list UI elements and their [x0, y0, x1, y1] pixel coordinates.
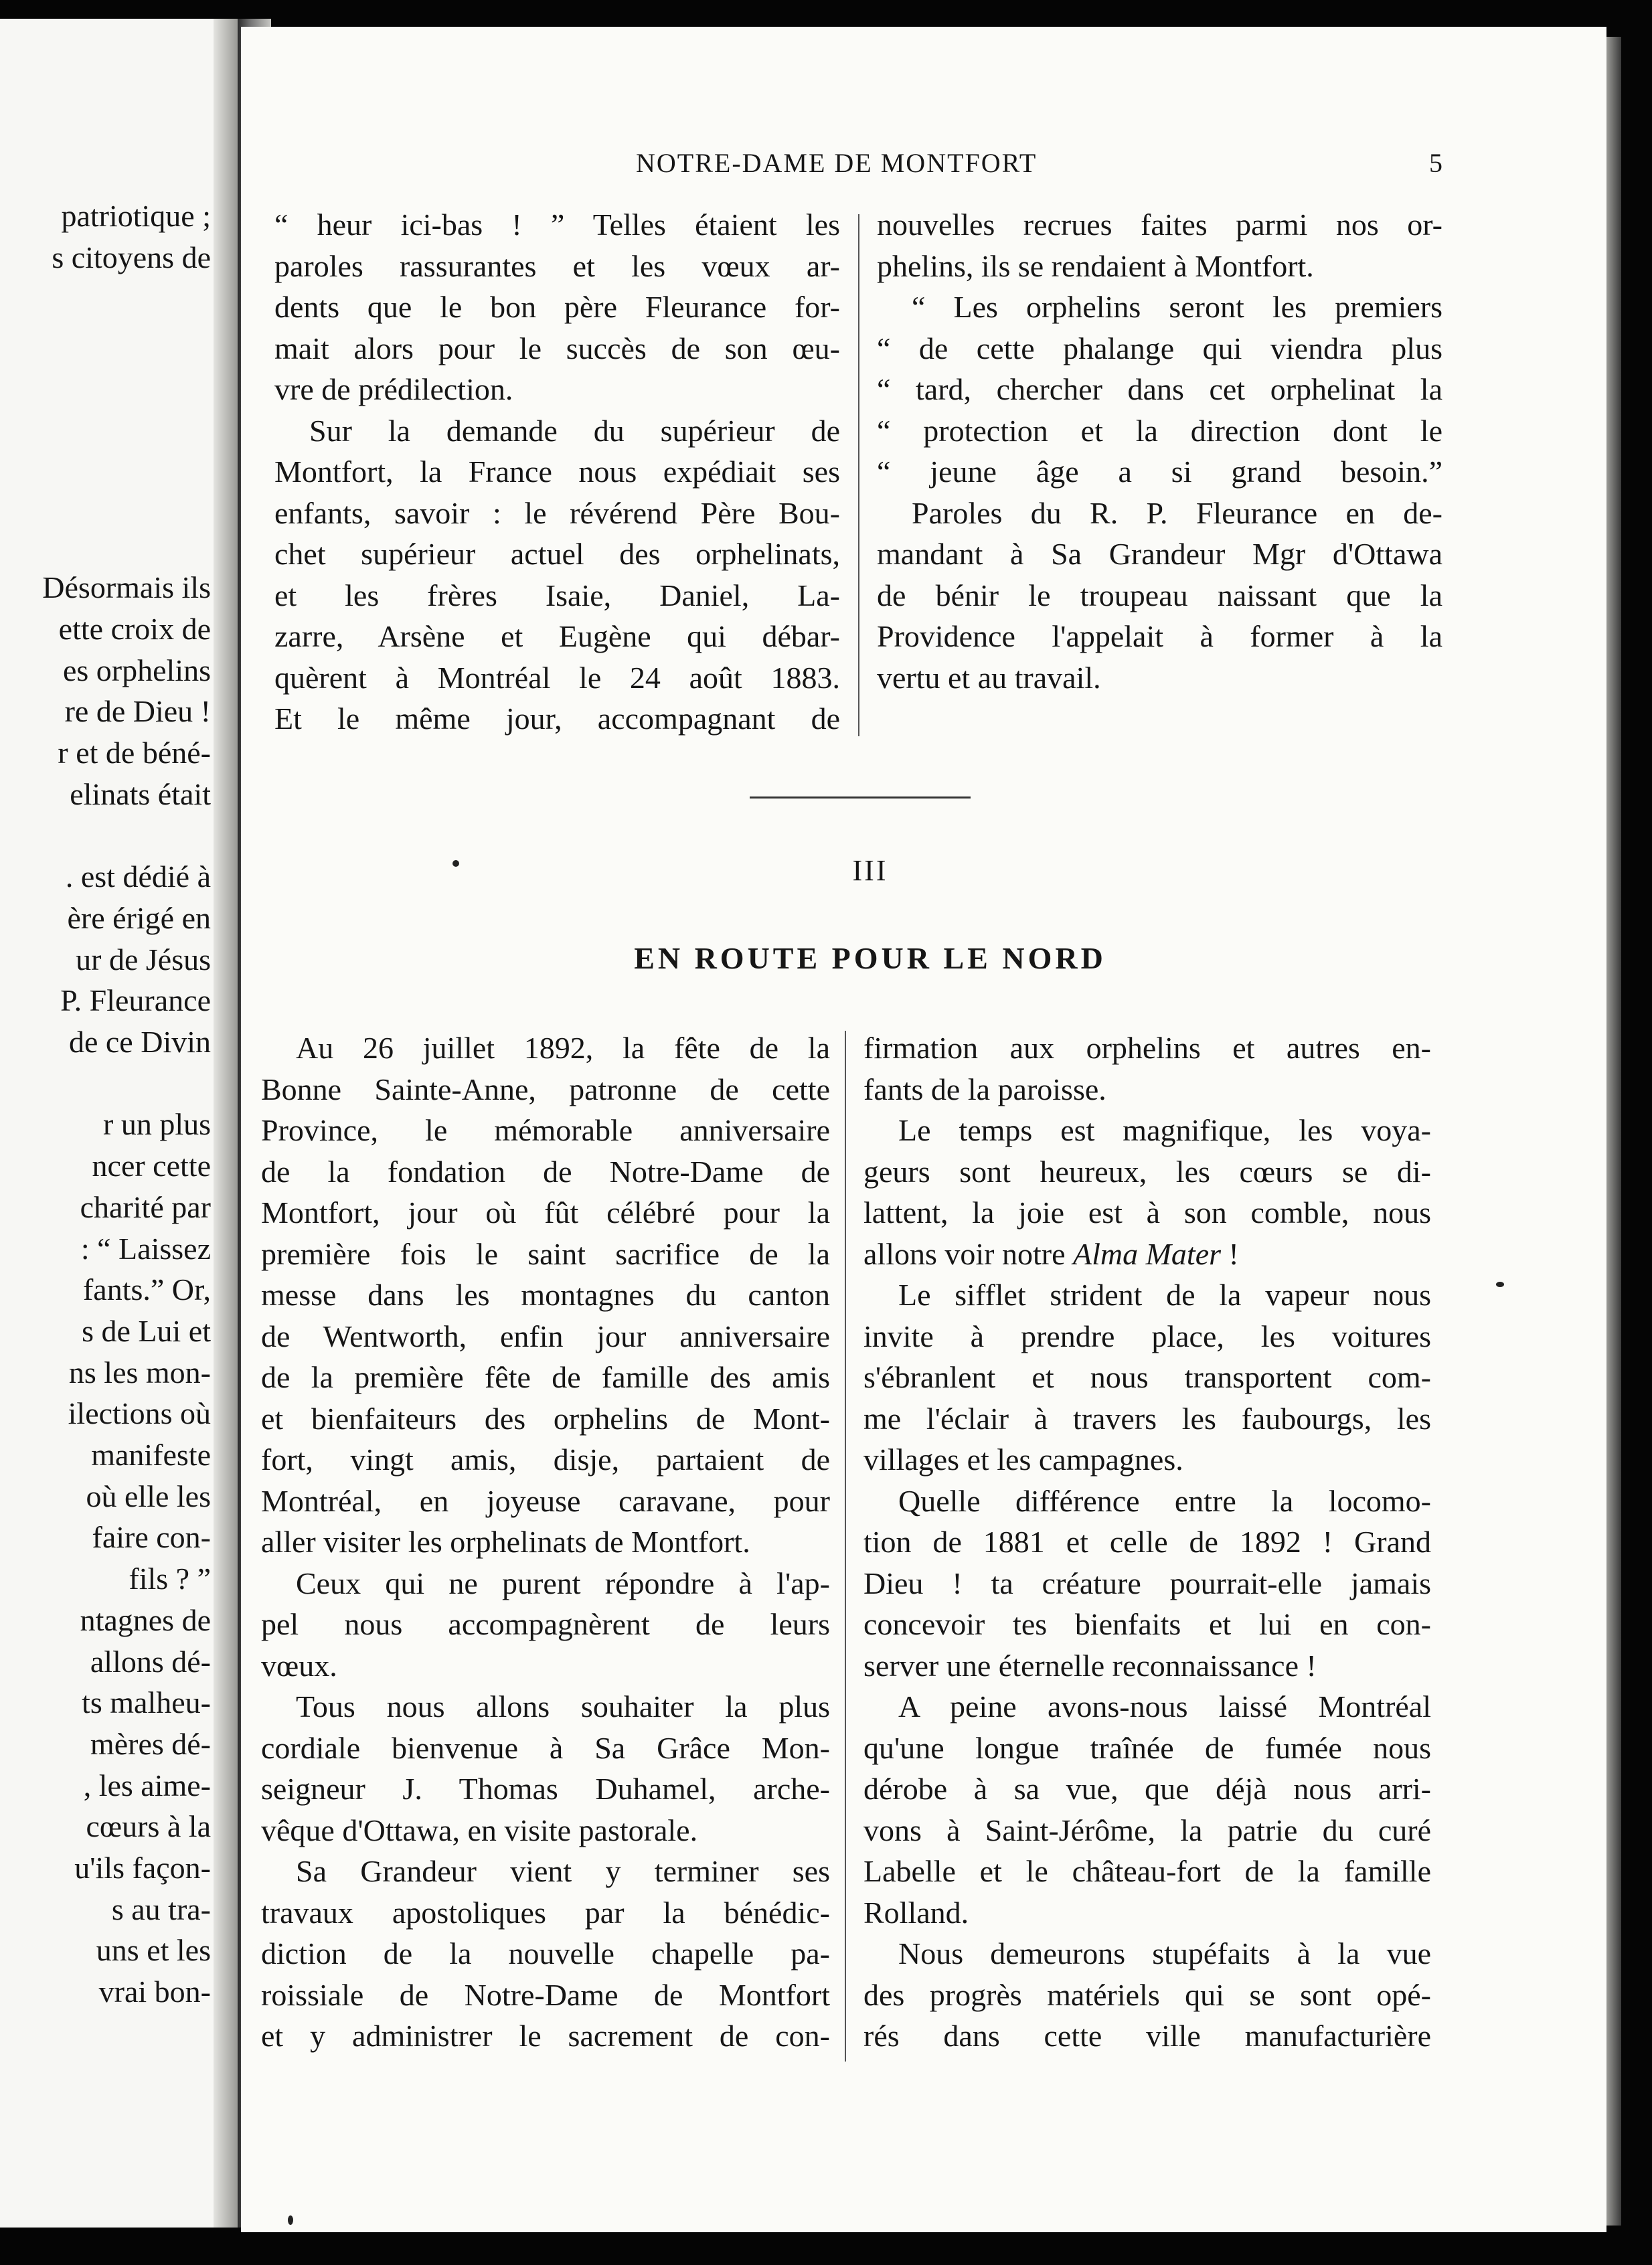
text-line: Nous demeurons stupéfaits à la vue: [898, 1936, 1431, 1970]
text-line: Le sifflet strident de la vapeur nous: [898, 1278, 1431, 1312]
bottom-right-column: [863, 1027, 1431, 2057]
left-page-line: re de Dieu !: [64, 694, 211, 729]
text-line: seigneur J. Thomas Duhamel, arche-: [261, 1772, 830, 1806]
left-page-line: , les aime-: [83, 1768, 211, 1802]
ink-speck: [288, 2215, 293, 2225]
left-page-line: manifeste: [91, 1438, 211, 1472]
text-line: dents que le bon père Fleurance for-: [274, 290, 840, 324]
text-line: concevoir tes bienfaits et lui en con-: [863, 1607, 1431, 1641]
left-page-line: ilections où: [68, 1396, 211, 1431]
text-line: Providence l'appelait à former à la: [877, 619, 1442, 653]
text-line: qu'une longue traînée de fumée nous: [863, 1730, 1431, 1765]
left-page-line: . est dédié à: [65, 859, 211, 894]
top-left-column: [274, 204, 840, 740]
section-number: III: [852, 854, 888, 887]
left-page-line: s de Lui et: [82, 1313, 211, 1348]
text-line: mandant à Sa Grandeur Mgr d'Ottawa: [877, 537, 1442, 571]
text-line: Montfort, jour où fût célébré pour la: [261, 1195, 830, 1230]
left-page-line: Désormais ils: [42, 570, 211, 605]
text-line: invite à prendre place, les voitures: [863, 1319, 1431, 1353]
text-line: Sa Grandeur vient y terminer ses: [296, 1854, 830, 1888]
running-header-title: NOTRE-DAME DE MONTFORT: [636, 148, 1038, 178]
text-line: vertu et au travail.: [877, 660, 1101, 695]
text-line: “ protection et la direction dont le: [877, 413, 1442, 448]
text-line: aller visiter les orphelinats de Montfort.: [261, 1525, 750, 1559]
text-line: et y administrer le sacrement de con-: [261, 2019, 830, 2053]
text-line: Quelle différence entre la locomo-: [898, 1483, 1431, 1518]
left-page-gutter-shadow: [214, 19, 238, 2228]
text-line: tion de 1881 et celle de 1892 ! Grand: [863, 1525, 1431, 1559]
text-line: Ceux qui ne purent répondre à l'ap-: [296, 1566, 830, 1600]
text-line: firmation aux orphelins et autres en-: [863, 1031, 1431, 1065]
text-line: de la première fête de famille des amis: [261, 1360, 830, 1394]
left-page-line: mères dé-: [90, 1726, 211, 1761]
left-page-line: es orphelins: [62, 653, 211, 687]
text-line: fort, vingt amis, disje, partaient de: [261, 1442, 830, 1477]
italic-phrase: Alma Mater: [1073, 1236, 1222, 1271]
text-line: dérobe à sa vue, que déjà nous arri-: [863, 1772, 1431, 1806]
text-line: vons à Saint-Jérôme, la patrie du curé: [863, 1813, 1431, 1847]
ink-speck: [452, 860, 459, 867]
text-line: “ tard, chercher dans cet orphelinat la: [877, 372, 1442, 406]
text-line: geurs sont heureux, les cœurs se di-: [863, 1154, 1431, 1189]
left-page-line: faire con-: [92, 1520, 211, 1555]
text-line: zarre, Arsène et Eugène qui débar-: [274, 619, 840, 653]
text-line: vœux.: [261, 1648, 337, 1683]
text-line: nouvelles recrues faites parmi nos or-: [877, 207, 1442, 242]
text-line: et les frères Isaie, Daniel, La-: [274, 578, 840, 612]
left-page-line: uns et les: [96, 1933, 211, 1968]
text-line: phelins, ils se rendaient à Montfort.: [877, 248, 1314, 283]
text-line: pel nous accompagnèrent de leurs: [261, 1607, 830, 1641]
section-separator-rule: [750, 796, 971, 799]
text-line: paroles rassurantes et les vœux ar-: [274, 248, 840, 283]
top-right-column: [877, 204, 1442, 698]
left-page-line: où elle les: [86, 1479, 211, 1513]
text-line-alma-mater: [863, 1234, 1431, 1275]
text-line: Sur la demande du supérieur de: [309, 413, 840, 448]
left-page-line: fants.” Or,: [82, 1272, 211, 1307]
text-line: diction de la nouvelle chapelle pa-: [261, 1936, 830, 1970]
left-page-line: vrai bon-: [98, 1975, 211, 2009]
text-line: des progrès matériels qui se sont opé-: [863, 1977, 1431, 2012]
text-line: travaux apostoliques par la bénédic-: [261, 1895, 830, 1930]
left-page-line: P. Fleurance: [60, 983, 211, 1018]
text-line: Province, le mémorable anniversaire: [261, 1113, 830, 1147]
left-page-line: s au tra-: [111, 1892, 211, 1926]
text-line: Paroles du R. P. Fleurance en de-: [912, 495, 1442, 530]
left-page-line: r et de béné-: [58, 736, 211, 770]
left-page-line: ur de Jésus: [76, 942, 211, 977]
left-page-line: r un plus: [103, 1107, 211, 1142]
text-line: chet supérieur actuel des orphelinats,: [274, 537, 840, 571]
page-edge-shadow: [1606, 37, 1621, 2226]
text-line: “ jeune âge a si grand besoin.”: [877, 454, 1442, 489]
left-page-line: patriotique ;: [61, 199, 211, 233]
text-line: enfants, savoir : le révérend Père Bou-: [274, 495, 840, 530]
text-run: !: [1221, 1236, 1239, 1271]
text-line: Montréal, en joyeuse caravane, pour: [261, 1483, 830, 1518]
column-divider-bottom: [845, 1031, 846, 2062]
left-page-line: ns les mon-: [68, 1355, 211, 1390]
text-line: Et le même jour, accompagnant de: [274, 701, 840, 736]
text-line: “ heur ici-bas ! ” Telles étaient les: [274, 207, 840, 242]
left-page-line: ncer cette: [92, 1149, 211, 1183]
bottom-left-column: [261, 1027, 830, 2057]
left-page-line: fils ? ”: [129, 1562, 211, 1596]
left-page-line: cœurs à la: [86, 1809, 211, 1844]
left-page-line: s citoyens de: [52, 240, 211, 274]
text-line: Dieu ! ta créature pourrait-elle jamais: [863, 1566, 1431, 1600]
left-page-line: elinats était: [70, 776, 211, 811]
text-line: villages et les campagnes.: [863, 1442, 1183, 1477]
text-line: Bonne Sainte-Anne, patronne de cette: [261, 1072, 830, 1106]
text-line: roissiale de Notre-Dame de Montfort: [261, 1977, 830, 2012]
text-line: “ de cette phalange qui viendra plus: [877, 331, 1442, 365]
text-line: vre de prédilection.: [274, 372, 513, 406]
text-line: cordiale bienvenue à Sa Grâce Mon-: [261, 1730, 830, 1765]
text-line: et bienfaiteurs des orphelins de Mont-: [261, 1401, 830, 1436]
text-line: Labelle et le château-fort de la famille: [863, 1854, 1431, 1888]
left-page-line: u'ils façon-: [74, 1851, 211, 1885]
left-page-line: allons dé-: [90, 1644, 211, 1679]
left-page-line: charité par: [80, 1189, 211, 1224]
left-page-line: ère érigé en: [67, 900, 211, 935]
text-line: server une éternelle reconnaissance !: [863, 1648, 1317, 1683]
left-page-line: de ce Divin: [68, 1025, 211, 1059]
page-number: 5: [1429, 148, 1442, 178]
left-page-line: ntagnes de: [80, 1602, 211, 1637]
text-line: Au 26 juillet 1892, la fête de la: [296, 1031, 830, 1065]
text-line: mait alors pour le succès de son œu-: [274, 331, 840, 365]
left-page-line: ette croix de: [58, 612, 211, 646]
text-line: messe dans les montagnes du canton: [261, 1278, 830, 1312]
text-line: Rolland.: [863, 1895, 969, 1930]
text-line: A peine avons-nous laissé Montréal: [898, 1689, 1431, 1724]
text-line: Montfort, la France nous expédiait ses: [274, 454, 840, 489]
text-run: allons voir notre: [863, 1236, 1073, 1271]
text-line: quèrent à Montréal le 24 août 1883.: [274, 660, 840, 695]
text-line: “ Les orphelins seront les premiers: [912, 290, 1442, 324]
column-divider-top: [858, 214, 859, 736]
text-line: de Wentworth, enfin jour anniversaire: [261, 1319, 830, 1353]
ink-speck: [1496, 1282, 1504, 1287]
text-line: de bénir le troupeau naissant que la: [877, 578, 1442, 612]
left-page-line: ts malheu-: [82, 1685, 211, 1720]
text-line: lattent, la joie est à son comble, nous: [863, 1195, 1431, 1230]
left-page-line: : “ Laissez: [80, 1231, 211, 1266]
text-line: rés dans cette ville manufacturière: [863, 2019, 1431, 2053]
text-line: me l'éclair à travers les faubourgs, les: [863, 1401, 1431, 1436]
text-line: fants de la paroisse.: [863, 1072, 1106, 1106]
text-line: première fois le saint sacrifice de la: [261, 1236, 830, 1271]
text-line: de la fondation de Notre-Dame de: [261, 1154, 830, 1189]
text-line: Tous nous allons souhaiter la plus: [296, 1689, 830, 1724]
text-line: s'ébranlent et nous transportent com-: [863, 1360, 1431, 1394]
text-line: vêque d'Ottawa, en visite pastorale.: [261, 1813, 698, 1847]
text-line: Le temps est magnifique, les voya-: [898, 1113, 1431, 1147]
section-title: EN ROUTE POUR LE NORD: [634, 941, 1106, 975]
left-facing-page: [0, 19, 238, 2228]
